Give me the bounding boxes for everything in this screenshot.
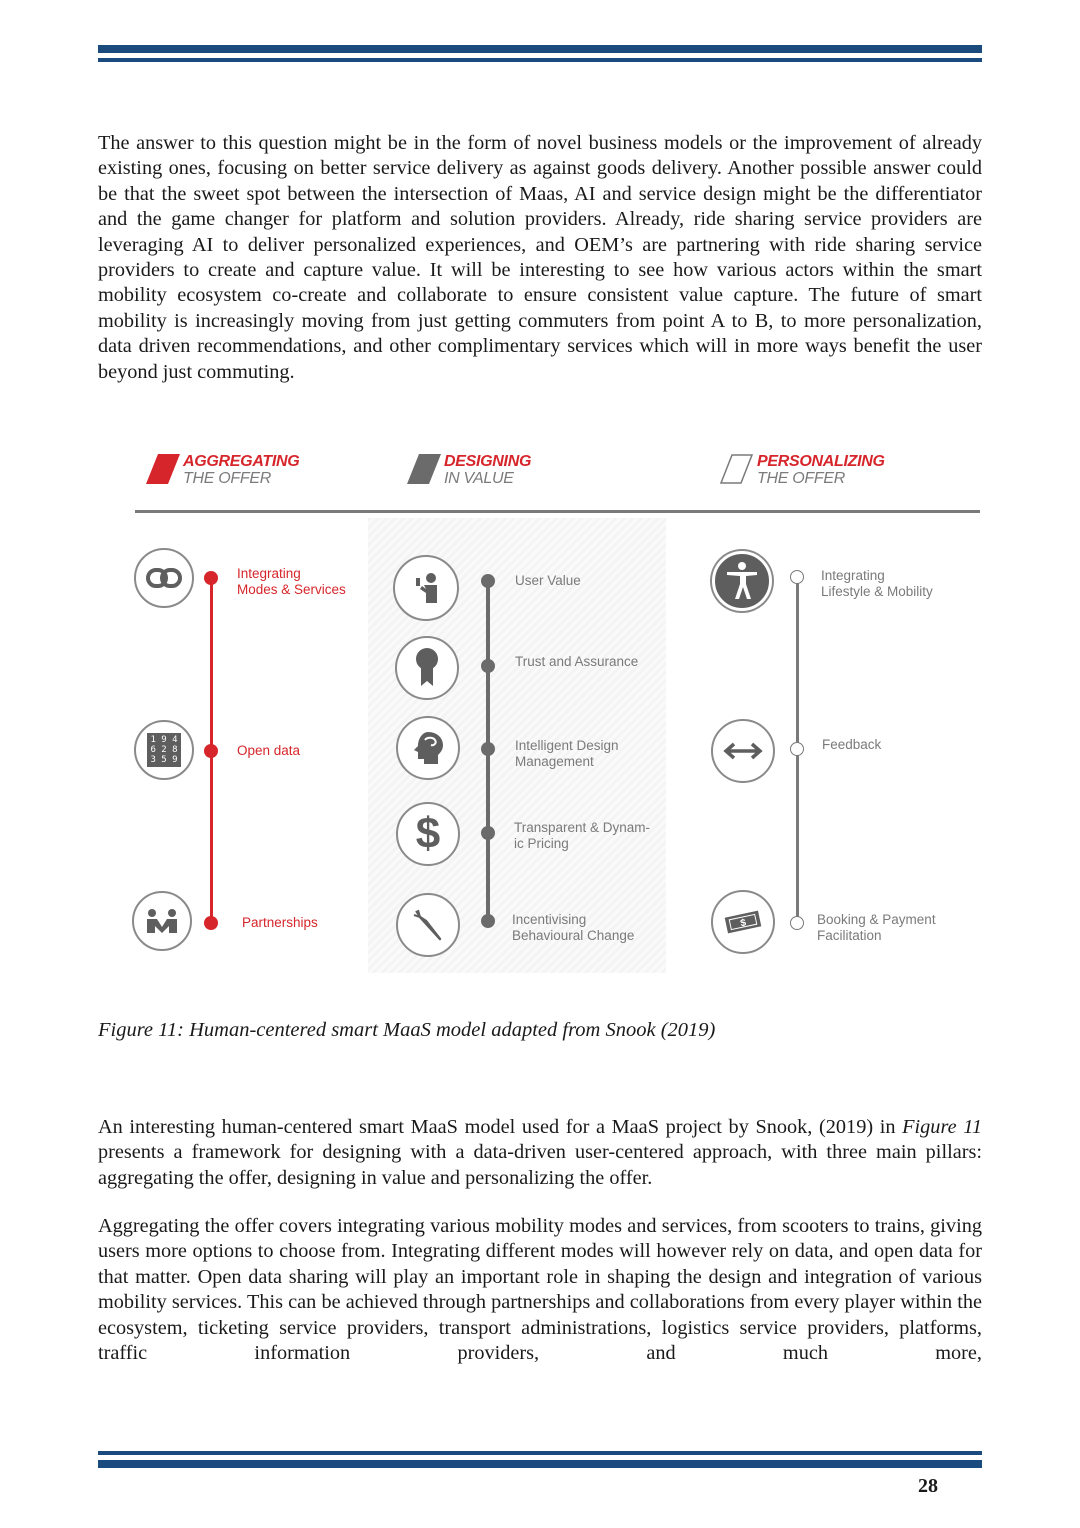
footer-rule-thin: [98, 1451, 982, 1455]
pillar-title: AGGREGATING: [183, 453, 300, 470]
timeline-dot-hollow: [790, 570, 804, 584]
timeline-dot: [204, 744, 218, 758]
accessibility-person-icon: [712, 551, 772, 611]
timeline-dot: [481, 914, 495, 928]
svg-text:$: $: [739, 917, 748, 930]
item-label-partnerships: Partnerships: [242, 915, 318, 930]
header-divider: [135, 510, 980, 513]
header-rule-thin: [98, 58, 982, 62]
red-slash-icon: [146, 454, 180, 484]
item-label-user-value: User Value: [515, 573, 581, 588]
pillar-subtitle: THE OFFER: [757, 470, 845, 487]
item-label-pricing: Transparent & Dynam- ic Pricing: [514, 820, 651, 851]
item-label-open-data: Open data: [237, 743, 301, 758]
figure-caption: Figure 11: Human-centered smart MaaS model adapted from Snook (2019): [98, 1019, 716, 1041]
page-number: 28: [918, 1475, 938, 1497]
item-label-intelligent-design: Intelligent Design Management: [515, 738, 619, 769]
figure-reference: Figure 11: [902, 1116, 982, 1138]
body-paragraph-3: Aggregating the offer covers integrating various mobility modes and services, from scooters to trains, giving users more options to choose from. Integrating different modes will however rely on data, and open data for that matter. Open data sharing will play an important role in shaping the design and integration of various mobility services. This can be achieved through partnerships and collaborations from every player within the ecosystem, ticketing service providers, transport administrations, logistics service providers, platforms, traffic information providers, and much more,: [98, 1215, 982, 1365]
maas-model-figure: [120, 440, 990, 980]
head-brain-icon: [396, 716, 460, 780]
timeline-dot-hollow: [790, 742, 804, 756]
person-with-phone-icon: [393, 555, 459, 621]
item-label-integrating-lifestyle: Integrating Lifestyle & Mobility: [821, 568, 933, 599]
timeline-dot: [481, 742, 495, 756]
body-paragraph-1: The answer to this question might be in the form of novel business models or the improvement of already existing ones, focusing on better service delivery as against goods delivery. Another possible answer could be that the sweet spot between the intersection of Maas, AI and service design might be the differentiator and the game changer for platform and solution providers. Already, ride sharing service providers are leveraging AI to deliver personalized experiences, and OEM’s are partnering with ride sharing service providers to create and capture value. It will be interesting to see how various actors within the smart mobility ecosystem co-create and collaborate to ensure consistent value capture. The future of smart mobility is increasingly moving from just getting commuters from point A to B, to more personalization, data driven recommendations, and other complimentary services which will in more ways benefit the user beyond just commuting.: [98, 132, 982, 383]
double-arrow-icon: [711, 719, 775, 783]
pillar-title: DESIGNING: [444, 453, 532, 470]
chain-link-icon: [134, 548, 194, 608]
item-label-integrating-modes: Integrating Modes & Services: [237, 566, 346, 597]
carrot-icon: [396, 893, 460, 957]
timeline-dot: [481, 574, 495, 588]
pillar-title: PERSONALIZING: [757, 453, 885, 470]
timeline-dot: [481, 826, 495, 840]
timeline-dot: [481, 659, 495, 673]
handshake-people-icon: [132, 891, 192, 951]
item-label-trust-assurance: Trust and Assurance: [515, 654, 639, 669]
outline-slash-icon: [720, 454, 754, 484]
header-rule-thick: [98, 45, 982, 53]
pillar-subtitle: IN VALUE: [444, 470, 514, 487]
item-label-booking-payment: Booking & Payment Facilitation: [817, 912, 936, 943]
timeline-dot-hollow: [790, 916, 804, 930]
banknote-icon: [711, 890, 775, 954]
item-label-incentivising: Incentivising Behavioural Change: [512, 912, 635, 943]
dollar-icon: $: [396, 802, 460, 866]
award-ribbon-icon: [395, 636, 459, 700]
number-grid-icon: 1 9 4 6 2 8 3 5 9: [134, 720, 194, 780]
item-label-feedback: Feedback: [822, 737, 882, 752]
pillar-subtitle: THE OFFER: [183, 470, 271, 487]
gray-slash-icon: [407, 454, 441, 484]
timeline-dot: [204, 916, 218, 930]
timeline-dot: [204, 571, 218, 585]
body-paragraph-2: An interesting human-centered smart MaaS model used for a MaaS project by Snook, (2019) in Figure 11 presents a framework for designing with a data-driven user-centered approach, with three main pillars: aggregating the offer, designing in value and personalizing the offer.: [98, 1116, 982, 1189]
footer-rule-thick: [98, 1460, 982, 1468]
